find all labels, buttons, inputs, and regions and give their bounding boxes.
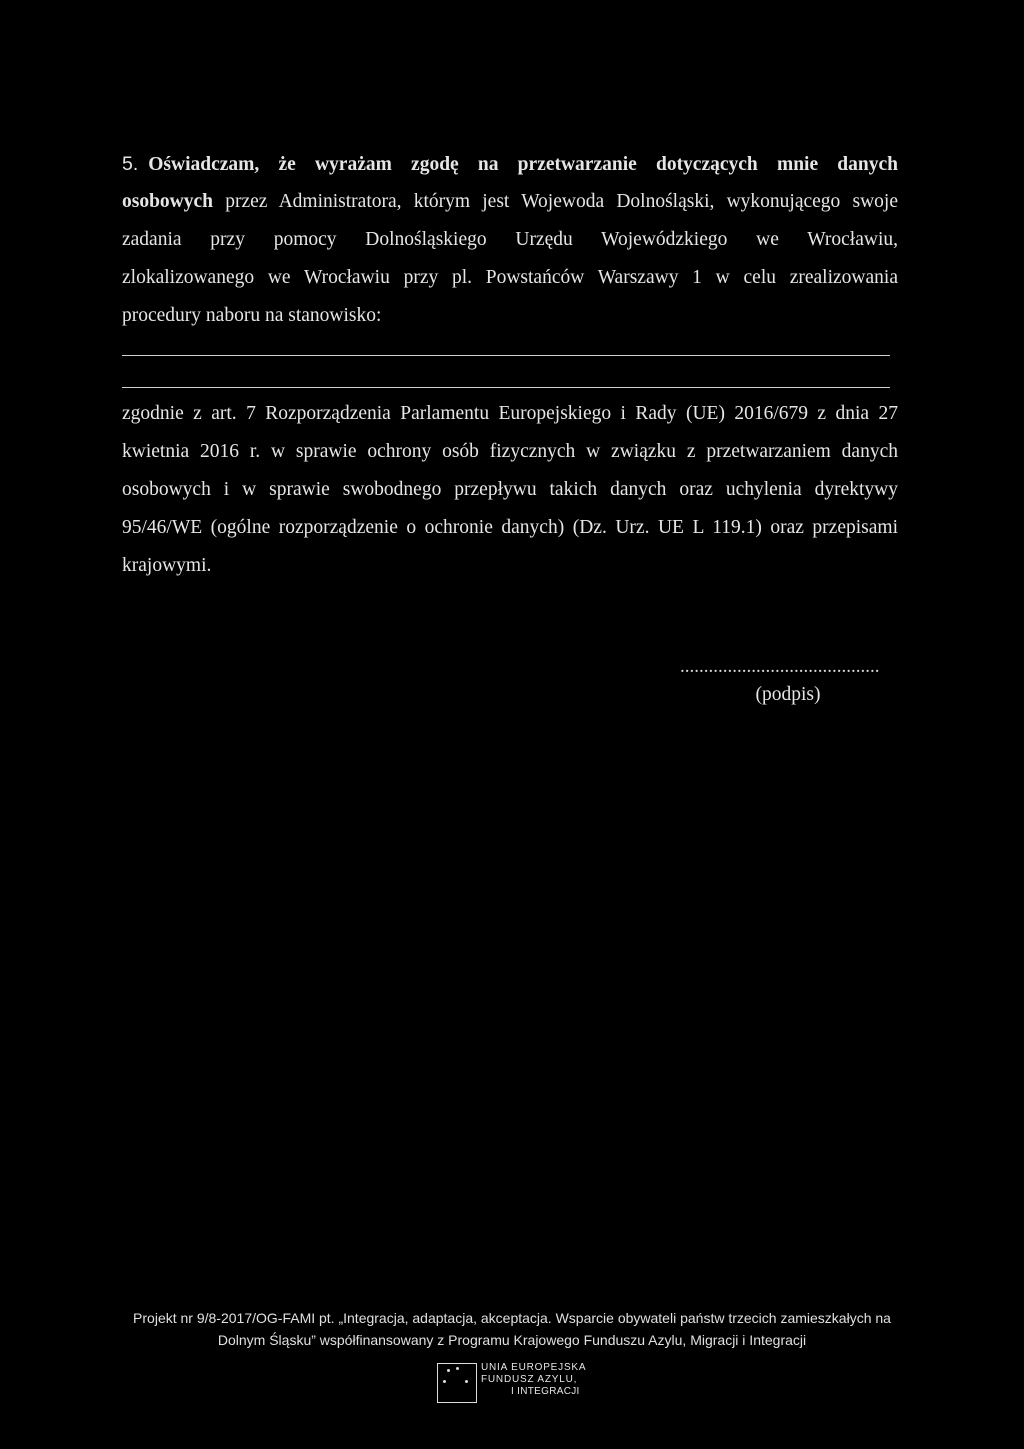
legal-line-3: osobowych i w sprawie swobodnego przepływu takich danych oraz uchylenia dyrektywy (122, 479, 898, 500)
legal-line-2: kwietnia 2016 r. w sprawie ochrony osób fizycznych w związku z przetwarzaniem danych (122, 441, 898, 462)
eu-fund-logo (437, 1363, 597, 1407)
consent-line-3: zadania przy pomocy Dolnośląskiego Urzędu Wojewódzkiego we Wrocławiu, (122, 229, 898, 250)
eu-logo-line-1: UNIA EUROPEJSKA (481, 1362, 587, 1373)
consent-line-5: procedury naboru na stanowisko: (122, 305, 382, 326)
consent-line-4: zlokalizowanego we Wrocławiu przy pl. Powstańców Warszawy 1 w celu zrealizowania (122, 267, 898, 288)
item-number: 5. (122, 153, 139, 175)
consent-line-1 (122, 145, 898, 184)
consent-line-2 (122, 183, 898, 221)
eu-flag-icon (437, 1363, 477, 1403)
legal-line-5: krajowymi. (122, 555, 212, 576)
consent-line-1-bold: Oświadczam, że wyrażam zgodę na przetwarzanie dotyczących mnie danych (148, 154, 898, 175)
consent-line-2-text: przez Administratora, którym jest Wojewoda Dolnośląski, wykonującego swoje (213, 191, 898, 212)
position-blank-line-2[interactable] (122, 387, 890, 388)
footer-line-1: Projekt nr 9/8-2017/OG-FAMI pt. „Integracja, adaptacja, akceptacja. Wsparcie obywateli państw trzecich zamieszkałych na (133, 1310, 891, 1326)
eu-logo-line-3: I INTEGRACJI (511, 1386, 580, 1397)
footer-line-2: Dolnym Śląsku” współfinansowany z Programu Krajowego Funduszu Azylu, Migracji i Integracji (217, 1332, 807, 1348)
eu-logo-line-2: FUNDUSZ AZYLU, (481, 1374, 578, 1385)
legal-line-4: 95/46/WE (ogólne rozporządzenie o ochronie danych) (Dz. Urz. UE L 119.1) oraz przepisami (122, 517, 898, 538)
signature-line[interactable]: .......................................... (680, 656, 880, 677)
signature-label: (podpis) (755, 684, 821, 705)
consent-line-2-bold: osobowych (122, 191, 214, 212)
position-blank-line-1[interactable] (122, 355, 890, 356)
legal-line-1: zgodnie z art. 7 Rozporządzenia Parlamentu Europejskiego i Rady (UE) 2016/679 z dnia 27 (122, 403, 898, 424)
eu-logo-text (481, 1362, 597, 1398)
